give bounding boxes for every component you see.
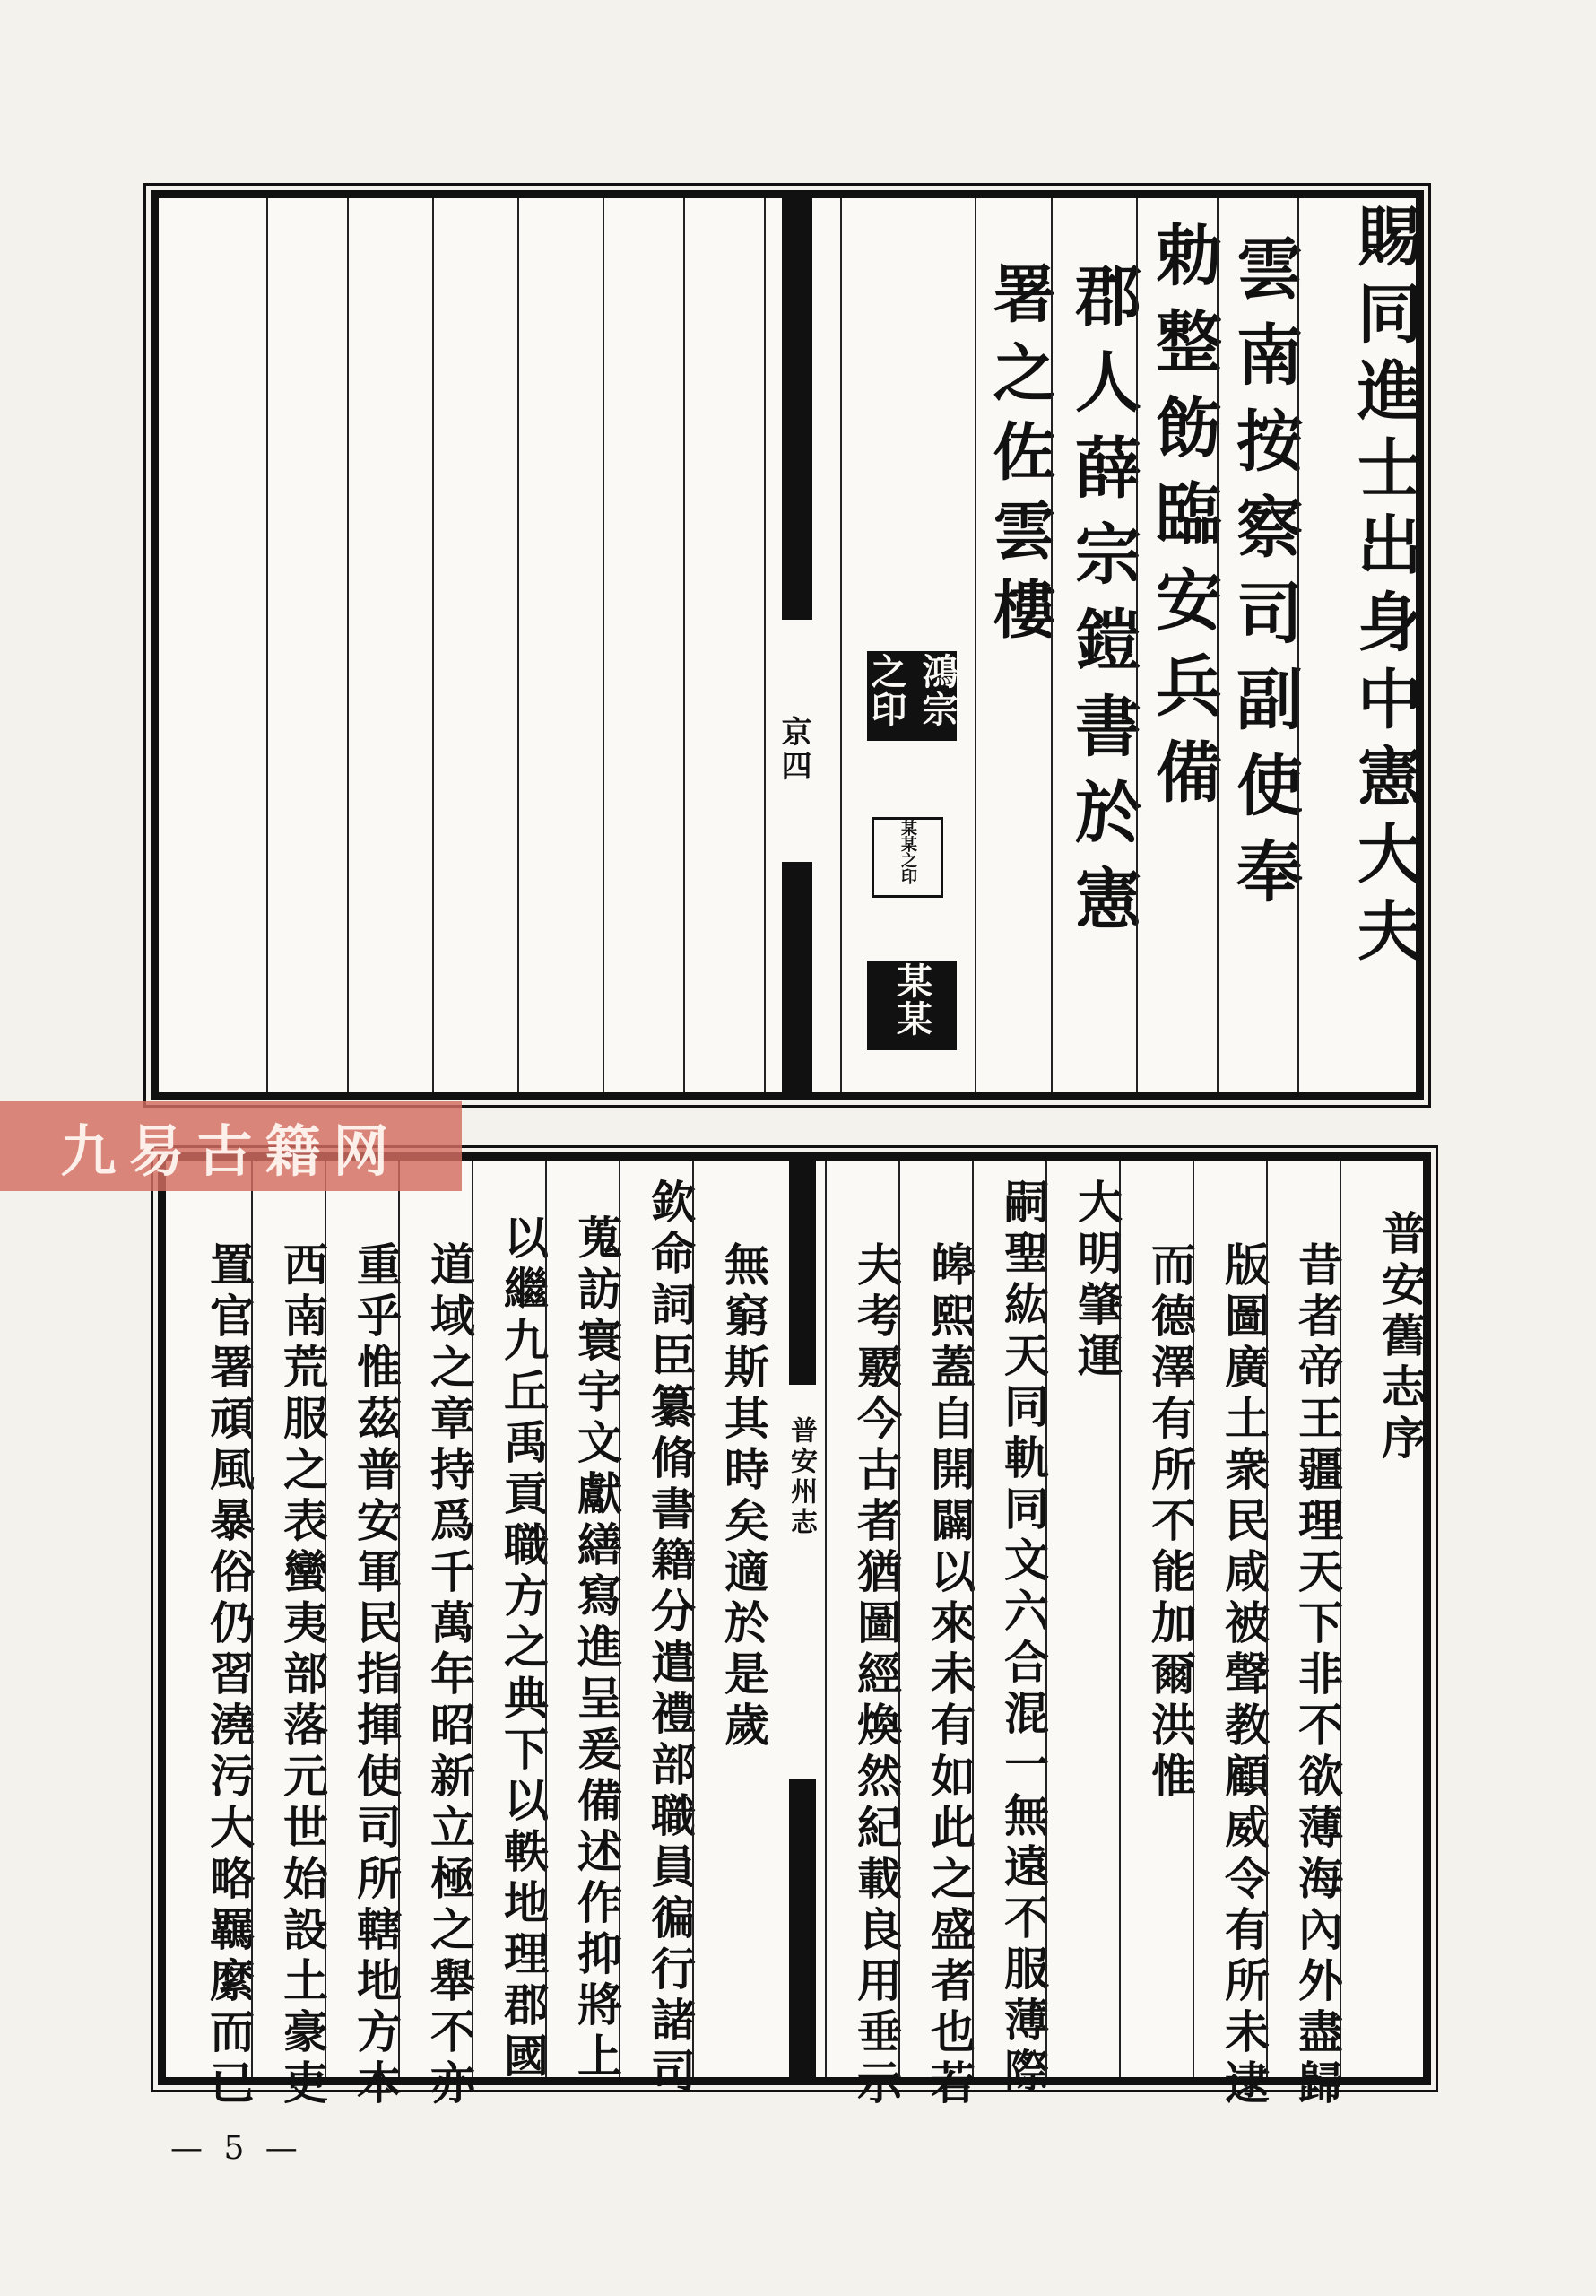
text-column (1119, 1161, 1197, 2077)
preface-line-13: 道域之章持爲千萬年昭新立極之舉不亦 (423, 1241, 476, 2110)
preface-line-15: 西南荒服之表蠻夷部落元世始設土豪吏 (276, 1241, 329, 2110)
text-column (898, 1161, 976, 2110)
fishtail-label: 京四 (780, 620, 816, 844)
seal-stamp: 某某 (867, 961, 957, 1050)
preface-line-4: 而德澤有所不能加爾洪惟 (1144, 1241, 1197, 1804)
preface-line-9: 無窮斯其時矣適於是歲 (717, 1241, 770, 1752)
colophon-line-2: 雲南按察司副使奉 (1226, 234, 1303, 923)
text-column (1297, 198, 1423, 1092)
text-column (1266, 1161, 1344, 2110)
preface-title: 普安舊志序 (1375, 1210, 1427, 1465)
seal-column (840, 198, 975, 1092)
text-column (825, 1161, 903, 2110)
preface-line-11: 蒐訪寰宇文獻繕寫進呈爰備述作抑將上 (570, 1214, 623, 2083)
preface-line-8: 夫考覈今古者猶圖經煥然紀載良用垂示 (850, 1241, 903, 2110)
preface-line-3: 版圖廣土衆民咸被聲教顧威令有所未逮 (1218, 1241, 1271, 2110)
top-leaf (151, 190, 1424, 1100)
preface-line-5: 大明肇運 (1071, 1178, 1123, 1383)
page-number: — 5 — (170, 2130, 303, 2167)
preface-line-14: 重乎惟茲普安軍民指揮使司所轄地方本 (350, 1241, 403, 2110)
empty-column (517, 198, 603, 1092)
bottom-leaf (158, 1152, 1431, 2110)
text-column (398, 1161, 476, 2110)
preface-line-2: 昔者帝王疆理天下非不欲薄海內外盡歸 (1291, 1241, 1344, 2110)
empty-column (683, 198, 764, 1092)
text-column (692, 1161, 770, 2077)
text-column (1051, 198, 1141, 1092)
preface-line-16: 置官署頑風暴俗仍習澆污大略羈縻而已 (203, 1241, 256, 2110)
fishtail-lower (789, 1779, 816, 2080)
text-column (325, 1161, 403, 2110)
seal-stamp: 鴻宗之印 (867, 651, 957, 741)
colophon-line-4: 郡人薛宗鎧書於憲 (1064, 261, 1141, 950)
preface-line-7: 皞熙蓋自開闢以來未有如此之盛者也若 (924, 1241, 976, 2110)
text-column (545, 1161, 623, 2083)
preface-line-6: 嗣聖紘天同軌同文六合混一無遠不服薄際 (997, 1178, 1050, 2099)
text-column (1045, 1161, 1123, 2077)
text-column (1193, 1161, 1271, 2110)
preface-line-10: 欽命詞臣纂脩書籍分遣禮部職員徧行諸司 (644, 1178, 697, 2099)
fishtail-label: 普安州志 (785, 1389, 820, 1676)
empty-column (603, 198, 683, 1092)
fishtail-upper (789, 1161, 816, 1385)
empty-column (266, 198, 347, 1092)
text-column (619, 1161, 697, 2099)
text-column (472, 1161, 550, 2083)
seal-stamp: 某某之印 (872, 817, 943, 898)
text-column (975, 198, 1057, 1092)
text-column (1340, 1161, 1427, 2077)
colophon-line-1: 賜同進士出身中憲大夫 (1347, 203, 1423, 974)
text-column (251, 1161, 329, 2110)
text-column (1136, 198, 1222, 1092)
fishtail-upper (782, 198, 812, 620)
fishtail-lower (782, 862, 812, 1093)
colophon-line-5: 署之佐雲樓 (983, 261, 1057, 656)
empty-column (347, 198, 432, 1092)
watermark-text: 九易古籍网 (60, 1118, 402, 1184)
empty-column (432, 198, 517, 1092)
text-column (972, 1161, 1050, 2099)
spacer (166, 1161, 167, 2077)
watermark-banner (0, 1101, 462, 1191)
colophon-line-3: 勅整飭臨安兵備 (1145, 221, 1222, 823)
text-column (179, 1161, 256, 2110)
preface-line-12: 以繼九丘禹貢職方之典下以軼地理郡國 (497, 1214, 550, 2083)
text-column (1217, 198, 1303, 1092)
